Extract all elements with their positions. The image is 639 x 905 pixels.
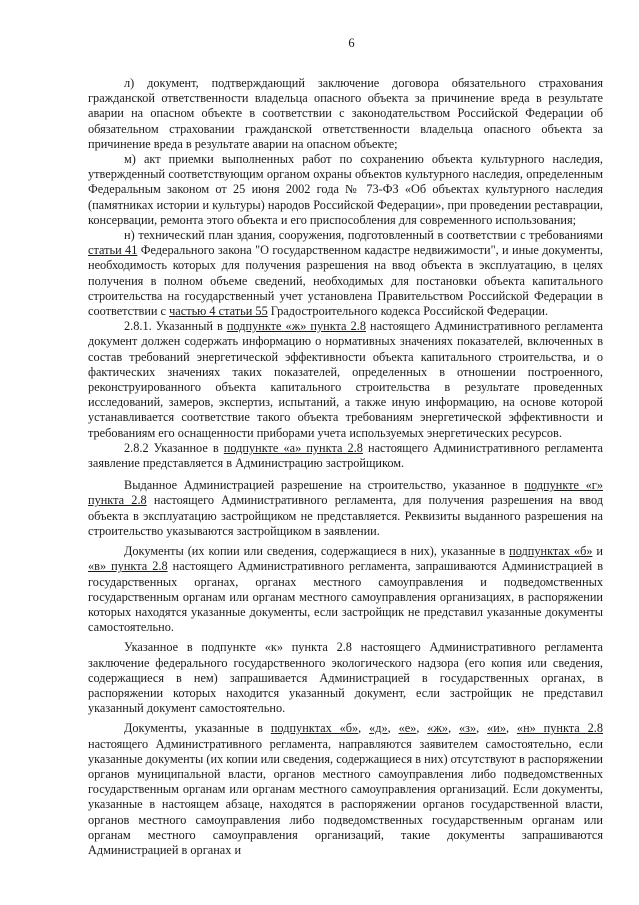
legal-reference-link[interactable]: подпунктах «б» [509, 544, 593, 559]
legal-reference-link[interactable]: подпункте «ж» пункта 2.8 [226, 319, 366, 334]
paragraph-text: , [387, 721, 399, 736]
paragraph-text: настоящего Административного регламента документ должен содержать информацию о нормативных значениях показателей, включенных в состав требований энергетической эффективности объекта капитального строительства, и о фактических значениях таких показателей, определенных в отношении построенного, реконструированного объекта капитального строительства в результате проведенных исследований, замеров, экспертиз, испытаний, а также иную информацию, на основе которой устанавливается соответствие такого объекта требованиям энергетической эффективности и требованиям его оснащенности приборами учета используемых энергетических ресурсов. [88, 319, 604, 440]
paragraph-item-m [88, 152, 603, 228]
legal-reference-link[interactable]: «и» [487, 721, 506, 736]
legal-reference-link[interactable]: частью 4 статьи 55 [169, 304, 268, 319]
paragraph-text: настоящего Административного регламента, для получения разрешения на ввод объекта в эксплуатацию застройщиком не представляется. Реквизиты выданного разрешения на строительство указываются застройщиком в заявлении. [88, 493, 603, 538]
paragraph-p-docs-list [88, 721, 603, 858]
paragraph-p-docs-b-v [88, 544, 603, 635]
paragraph-text: настоящего Административного регламента заявление представляется в Администрацию застройщиком. [88, 440, 604, 471]
paragraph-text: , [416, 721, 428, 736]
paragraph-text: 2.8.2 Указанное в [124, 440, 224, 455]
paragraph-p-2-8-1 [88, 319, 603, 441]
paragraph-text: Документы, указанные в [124, 721, 271, 736]
legal-reference-link[interactable]: «з» [459, 721, 477, 736]
legal-reference-link[interactable]: подпунктах «б» [270, 721, 359, 736]
page-number: 6 [348, 36, 355, 50]
paragraph-text: Указанное в подпункте «к» пункта 2.8 настоящего Административного регламента заключение федерального государственного экологического надзора (его копия или сведения, содержащиеся в нем) запрашивается Администрацией в государственных органах, в распоряжении которых находится указанный документ, если застройщик не представил указанный документ самостоятельно. [88, 640, 603, 716]
paragraph-text: , [448, 721, 459, 736]
paragraph-text: , [505, 721, 517, 736]
paragraph-text: настоящего Административного регламента, запрашиваются Администрацией в государственных органах, органах местного самоуправления и подведомственных государственным органам или органам местного самоуправления организациях, в распоряжении которых находятся указанные документы, если застройщик не представил указанные документы самостоятельно. [88, 559, 603, 635]
legal-reference-link[interactable]: статьи 41 [88, 243, 138, 258]
paragraph-text: м) акт приемки выполненных работ по сохранению объекта культурного наследия, утвержденный соответствующим органом охраны объектов культурного наследия, определенным Федеральным законом от 25 июня 2002 года № 73-ФЗ «Об объектах культурного наследия (памятниках истории и культуры) народов Российской Федерации», при проведении реставрации, консервации, ремонта этого объекта и его приспособления для современного использования; [88, 152, 603, 227]
paragraph-item-n [88, 228, 603, 319]
paragraph-text: 2.8.1. Указанный в [124, 319, 227, 334]
paragraph-text: л) документ, подтверждающий заключение договора обязательного страхования гражданской ответственности владельца опасного объекта за причинение вреда в результате аварии на опасном объекте в соответствии с законодательством Российской Федерации об обязательном страховании гражданской ответственности владельца опасного объекта за причинение вреда в результате аварии на опасном объекте; [88, 76, 603, 151]
legal-reference-link[interactable]: «ж» [427, 721, 449, 736]
paragraph-item-l [88, 76, 603, 152]
paragraph-p-2-8-2 [88, 441, 603, 471]
legal-reference-link[interactable]: подпункте «а» пункта 2.8 [223, 440, 363, 455]
legal-reference-link[interactable]: «е» [398, 721, 417, 736]
legal-reference-link[interactable]: «в» пункта 2.8 [88, 559, 168, 574]
paragraph-text: н) технический план здания, сооружения, подготовленный в соответствии с требованиями [124, 228, 603, 243]
paragraph-p-permit [88, 478, 603, 539]
legal-reference-link[interactable]: «н» пункта 2.8 [516, 721, 603, 736]
paragraph-text: , [358, 721, 370, 736]
document-body [88, 76, 603, 858]
paragraph-text: настоящего Административного регламента, направляются заявителем самостоятельно, если указанные документы (их копии или сведения, содержащиеся в них) отсутствуют в распоряжении органов муниципальной власти, органов местного самоуправления либо подведомственных государственным органам или органам местного самоуправления организаций. Если документы, указанные в настоящем абзаце, находятся в распоряжении органов государственной власти, органов местного самоуправления либо подведомственных государственным органам или органам местного самоуправления организаций, такие документы запрашиваются Администрацией в органах и [88, 736, 603, 857]
paragraph-p-docs-k [88, 640, 603, 716]
legal-reference-link[interactable]: подпункте «г» пункта 2.8 [88, 478, 603, 508]
legal-reference-link[interactable]: «д» [369, 721, 388, 736]
paragraph-text: , [476, 721, 488, 736]
paragraph-text: Выданное Администрацией разрешение на строительство, указанное в [124, 478, 525, 493]
paragraph-text: Федерального закона "О государственном кадастре недвижимости", и иные документы, необходимость которых для получения разрешения на ввод объекта в эксплуатацию, в целях получения в полном объеме сведений, необходимых для постановки объекта капитального строительства на государственный учет установлена Правительством Российской Федерации в соответствии с [88, 243, 603, 319]
paragraph-text: Документы (их копии или сведения, содержащиеся в них), указанные в [124, 544, 510, 559]
paragraph-text: Градостроительного кодекса Российской Федерации. [267, 304, 549, 319]
paragraph-text: и [592, 544, 603, 559]
